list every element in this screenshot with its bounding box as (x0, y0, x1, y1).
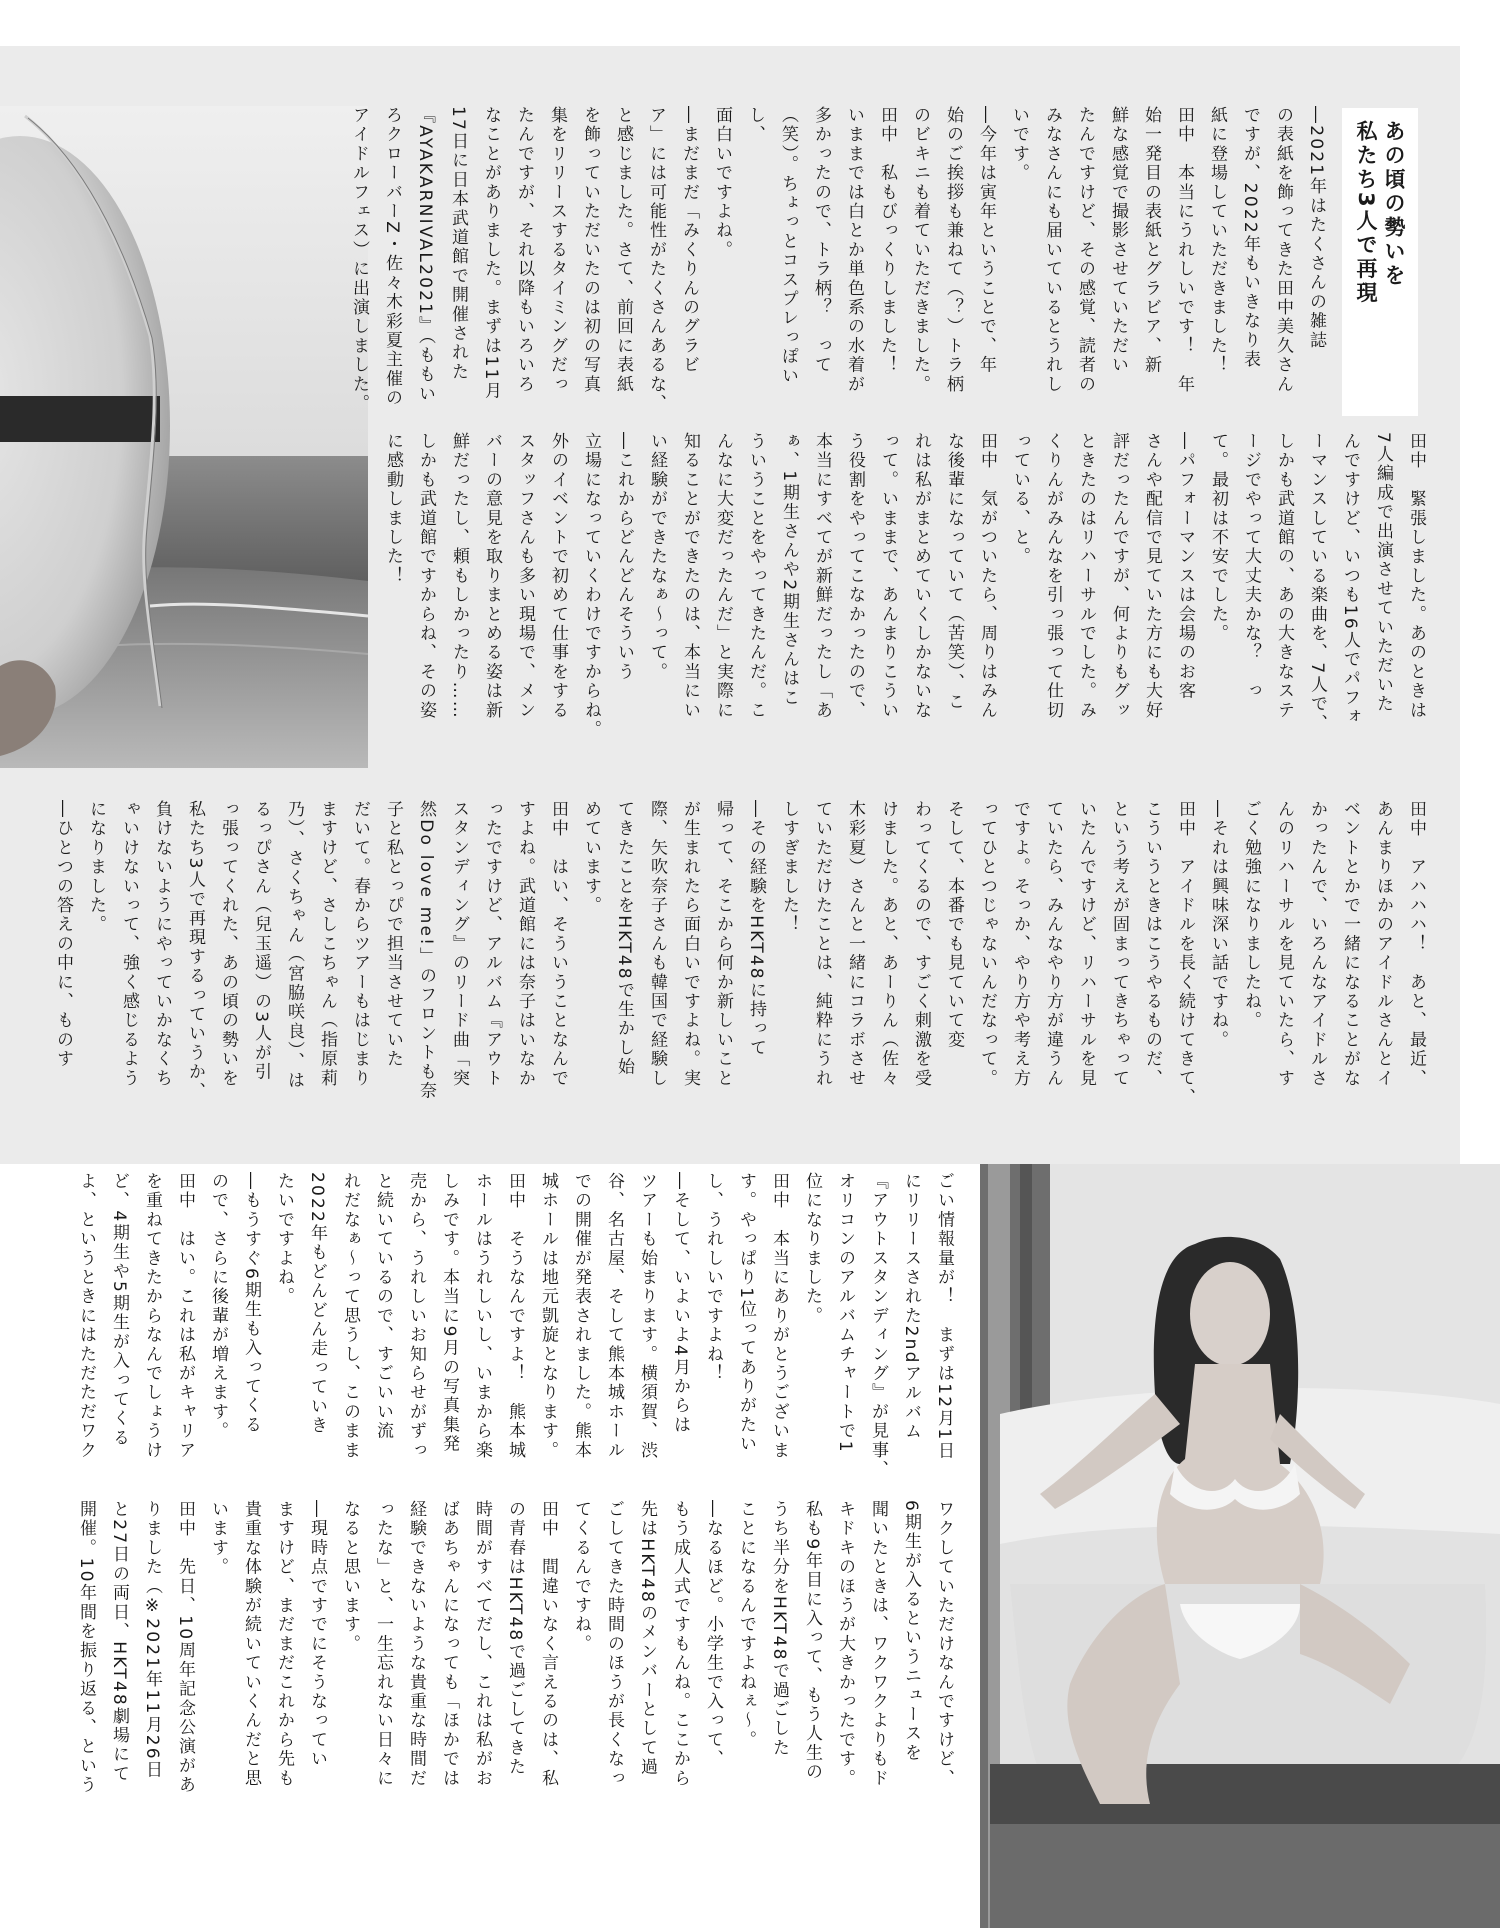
text-block-bottom-center: ごい情報量が！ まずは12月1日 にリリースされた2ndアルバム 『アウトスタンディング』が見事、 オリコンのアルバムチャートで1 位になりました。 田中 本当にありがとうございま す。やっぱり1位ってありがたい し、うれしいですよね！ ―そして、いよいよ4月からは ツアーも始まります。横須賀、渋 谷、名古屋、そして熊本城ホール での開催が発表されました。熊本 城ホールは地元凱旋となります。 田中 そうなんですよ！ 熊本城 ホールはうれしいし、いまから楽 しみです。本当に9月の写真集発 売から、うれしいお知らせがずっ と続いているので、すごいい流 れだなぁ〜って思うし、このまま 2022年もどんどん走っていき たいですよね。 ―もうすぐ6期生も入ってくる ので、さらに後輩が増えます。 田中 はい。これは私がキャリア を重ねてきたからなんでしょうけ ど、4期生や5期生が入ってくる よ、というときにはただただワク (76, 1172, 954, 1480)
text-block-bottom-right: ワクしていただけなんですけど、 6期生が入るというニュースを 聞いたときは、ワクワクよりもド キドキのほうが大きかったです。 私も9年目に入って、もう人生の うち半分をHKT48で過ごした ことになるんですよねぇ〜。 ―なるほど。小学生で入って、 もう成人式ですもんね。ここから 先はHKT48のメンバーとして過 ごしてきた時間のほうが長くなっ てくるんですね。 田中 間違いなく言えるのは、私 の青春はHKT48で過ごしてきた 時間がすべてだし、これは私がお ばあちゃんになっても「ほかでは 経験できないような貴重な時間だ ったな」と、一生忘れない日々に なると思います。 ―現時点ですでにそうなってい ますけど、まだまだこれから先も 貴重な体験が続いていくんだと思 います。 田中 先日、10周年記念公演があ りました（※2021年11月26日 と27日の両日、HKT48劇場にて 開催。10年間を振り返る、という (76, 1500, 954, 1795)
portrait-photo (980, 1164, 1500, 1928)
beach-photo (0, 106, 368, 768)
text-block-mid-right: 田中 緊張しました。あのときは 7人編成で出演させていただいた んですけど、いつも16人でパフォ ーマンスしている楽曲を、7人で、 しかも武道館の、あの大きなステ ージでやって大丈夫かな？ っ て。最初は不安でした。 ―パフォーマンスは会場のお客 さんや配信で見ていた方にも大好 評だったんですが、何よりもグッ ときたのはリハーサルでした。み くりんがみんなを引っ張って仕切 っている、と。 田中 気がついたら、周りはみん な後輩になっていて（苦笑）、こ れは私がまとめていくしかないな って。いままで、あんまりこうい う役割をやってこなかったので、 本当にすべてが新鮮だったし「あ ぁ、1期生さんや2期生さんはこ ういうことをやってきたんだ。こ んなに大変だったんだ」と実際に 知ることができたのは、本当にい い経験ができたなぁ〜って。 ―これからどんどんそういう 立場になっていくわけですからね。 外のイベントで初めて仕事をする スタッフさんも多い現場で、メン バーの意見を取りまとめる姿は新 鮮だったし、頼もしかったり…… しかも武道館ですからね、その姿 に感動しました！ (383, 432, 1426, 740)
article-heading: あの頃の勢いを 私たち3人で再現 (1354, 120, 1406, 306)
text-block-mid-left: 田中 アハハハ！ あと、最近、 あんまりほかのアイドルさんとイ ベントとかで一緒になることがな かったんで、いろんなアイドルさ んのリハーサルを見ていたら、す ごく勉強になりましたね。 ―それは興味深い話ですね。 田中 アイドルを長く続けてきて、 こういうときはこうやるものだ、 という考えが固まってきちゃって いたんですけど、リハーサルを見 ていたら、みんなやり方が違うん ですよ。そっか、やり方や考え方 ってひとつじゃないんだなって。 そして、本番でも見ていて変 わってくるので、すごく刺激を受 けました。あと、あーりん（佐々 木彩夏）さんと一緒にコラボさせ ていただけたことは、純粋にうれ しすぎました！ ―その経験をHKT48に持って 帰って、そこから何か新しいこと が生まれたら面白いですよね。実 際、矢吹奈子さんも韓国で経験し てきたことをHKT48で生かし始 めています。 田中 はい、そういうことなんで すよね。武道館には奈子はいなか ったですけど、アルバム『アウト スタンディング』のリード曲「突 然Do love me!」のフロントも奈 子と私とっぴで担当させていた だいて。春からツアーもはじまり ますけど、さしこちゃん（指原莉 乃）、さくちゃん（宮脇咲良）、は るっぴさん（兒玉遥）の3人が引 っ張ってくれた、あの頃の勢いを 私たち3人で再現するっていうか、 負けないようにやっていかなくち ゃいけないって、強く感じるよう になりました。 ―ひとつの答えの中に、ものす (53, 800, 1426, 1108)
text-block-top-right: ―2021年はたくさんの雑誌 の表紙を飾ってきた田中美久さん ですが、2022年もいきなり表 紙に登場していただきました！ 田中 本当にうれしいです！ 年 始一発目の表紙とグラビア、新 鮮な感覚で撮影させていただい たんですけど、その感覚、読者の みなさんにも届いているとうれし いです。 ―今年は寅年ということで、年 始のご挨拶も兼ねて（？）トラ柄 のビキニも着ていただきました。 田中 私もびっくりしました！ いままでは白とか単色系の水着が 多かったので、トラ柄？ って （笑）。ちょっとコスプレっぽいし、 面白いですよね。 ―まだまだ「みくりんのグラビ ア」には可能性がたくさんあるな、 と感じました。さて、前回に表紙 を飾っていただいたのは初の写真 集をリリースするタイミングだっ たんですが、それ以降もいろいろ なことがありました。まずは11月 17日に日本武道館で開催された 『AYAKARNIVAL2021』（ももい ろクローバーZ・佐々木彩夏主催の アイドルフェス）に出演しました。 (349, 106, 1326, 414)
